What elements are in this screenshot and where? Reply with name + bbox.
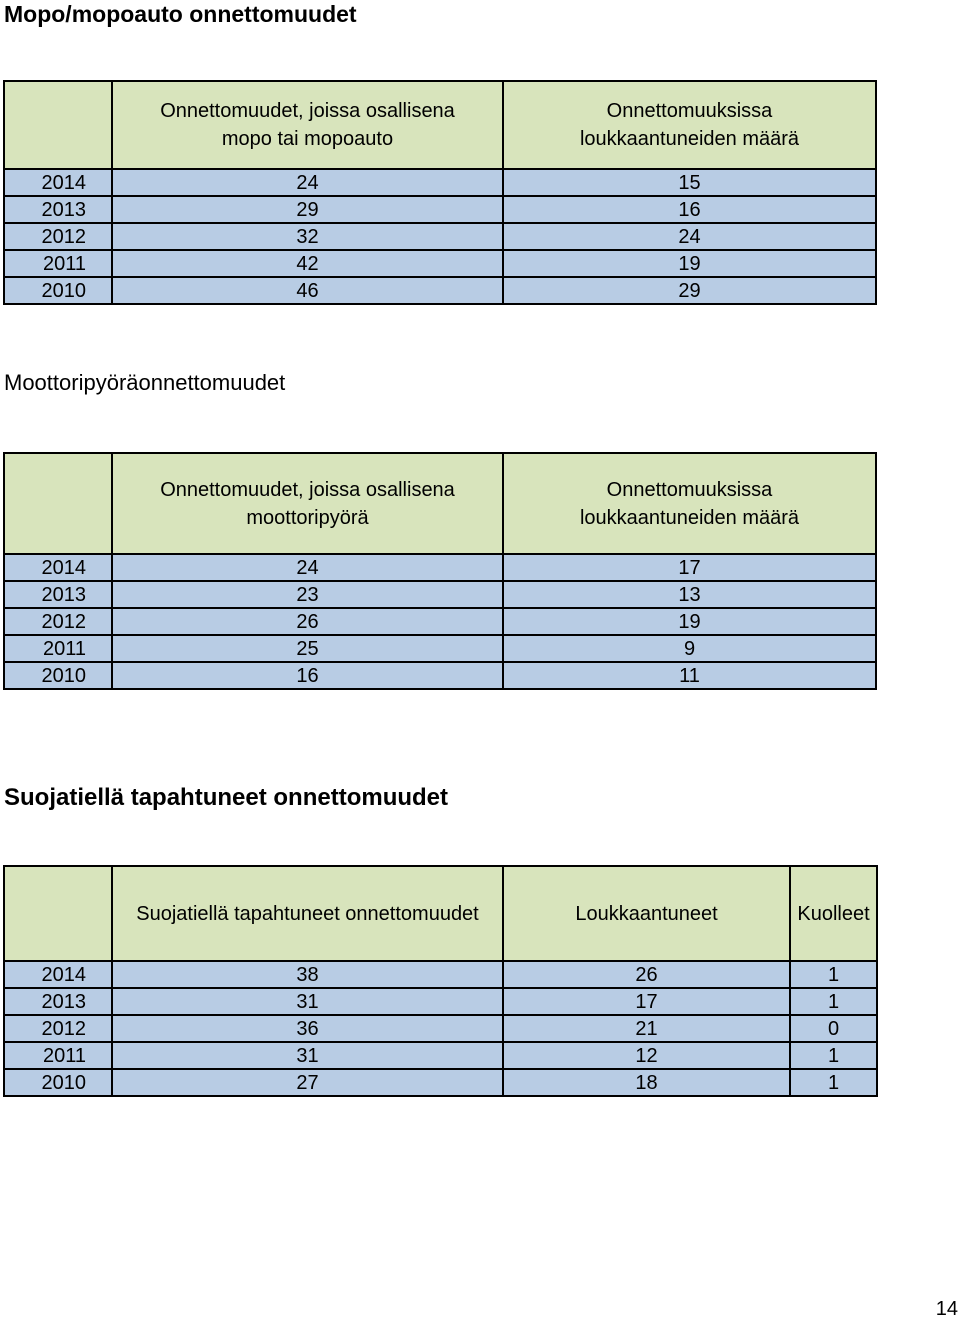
year-cell: 2011 (4, 1042, 112, 1069)
table-row (4, 635, 876, 662)
table-row (4, 1015, 877, 1042)
header-injured-count: Onnettomuuksissa loukkaantuneiden määrä (503, 81, 876, 169)
value-cell: 9 (503, 635, 876, 662)
value-cell: 26 (112, 608, 503, 635)
year-cell: 2012 (4, 223, 112, 250)
year-cell: 2010 (4, 277, 112, 304)
table-row (4, 608, 876, 635)
year-cell: 2013 (4, 196, 112, 223)
value-cell: 36 (112, 1015, 503, 1042)
value-cell: 31 (112, 988, 503, 1015)
value-cell: 19 (503, 250, 876, 277)
header-empty-cell (4, 453, 112, 554)
table-header-row (4, 81, 876, 169)
year-cell: 2011 (4, 635, 112, 662)
value-cell: 29 (503, 277, 876, 304)
table-row (4, 961, 877, 988)
table-row (4, 169, 876, 196)
header-deaths: Kuolleet (790, 866, 877, 961)
value-cell: 46 (112, 277, 503, 304)
section-title-motorcycle: Moottoripyöräonnettomuudet (4, 370, 286, 395)
year-cell: 2010 (4, 1069, 112, 1096)
year-cell: 2012 (4, 608, 112, 635)
year-cell: 2014 (4, 169, 112, 196)
value-cell: 18 (503, 1069, 790, 1096)
value-cell: 27 (112, 1069, 503, 1096)
table-crosswalk (3, 865, 878, 1097)
value-cell: 38 (112, 961, 503, 988)
value-cell: 19 (503, 608, 876, 635)
value-cell: 17 (503, 554, 876, 581)
value-cell: 17 (503, 988, 790, 1015)
table-row (4, 277, 876, 304)
page-number: 14 (935, 1298, 958, 1320)
table-header-row (4, 866, 877, 961)
value-cell: 24 (112, 169, 503, 196)
section-title-crosswalk: Suojatiellä tapahtuneet onnettomuudet (4, 784, 449, 811)
value-cell: 15 (503, 169, 876, 196)
header-accidents-motorcycle: Onnettomuudet, joissa osallisena moottoripyörä (112, 453, 503, 554)
header-crosswalk-accidents: Suojatiellä tapahtuneet onnettomuudet (112, 866, 503, 961)
year-cell: 2014 (4, 554, 112, 581)
table-row (4, 1042, 877, 1069)
section-title-mopo: Mopo/mopoauto onnettomuudet (4, 1, 357, 27)
value-cell: 1 (790, 961, 877, 988)
table-row (4, 196, 876, 223)
value-cell: 42 (112, 250, 503, 277)
value-cell: 12 (503, 1042, 790, 1069)
header-empty-cell (4, 866, 112, 961)
year-cell: 2010 (4, 662, 112, 689)
table-header-row (4, 453, 876, 554)
year-cell: 2014 (4, 961, 112, 988)
value-cell: 21 (503, 1015, 790, 1042)
value-cell: 13 (503, 581, 876, 608)
year-cell: 2013 (4, 581, 112, 608)
table-row (4, 554, 876, 581)
value-cell: 1 (790, 1042, 877, 1069)
table-mopo (3, 80, 877, 305)
year-cell: 2013 (4, 988, 112, 1015)
header-injured: Loukkaantuneet (503, 866, 790, 961)
value-cell: 26 (503, 961, 790, 988)
table-row (4, 988, 877, 1015)
value-cell: 25 (112, 635, 503, 662)
value-cell: 23 (112, 581, 503, 608)
value-cell: 24 (112, 554, 503, 581)
table-row (4, 250, 876, 277)
value-cell: 1 (790, 988, 877, 1015)
table-motorcycle (3, 452, 877, 690)
value-cell: 31 (112, 1042, 503, 1069)
table-row (4, 1069, 877, 1096)
year-cell: 2012 (4, 1015, 112, 1042)
header-injured-count: Onnettomuuksissa loukkaantuneiden määrä (503, 453, 876, 554)
table-row (4, 581, 876, 608)
value-cell: 32 (112, 223, 503, 250)
header-empty-cell (4, 81, 112, 169)
table-row (4, 223, 876, 250)
value-cell: 11 (503, 662, 876, 689)
table-row (4, 662, 876, 689)
value-cell: 1 (790, 1069, 877, 1096)
header-accidents-mopo: Onnettomuudet, joissa osallisena mopo tai mopoauto (112, 81, 503, 169)
value-cell: 16 (112, 662, 503, 689)
value-cell: 0 (790, 1015, 877, 1042)
value-cell: 29 (112, 196, 503, 223)
value-cell: 24 (503, 223, 876, 250)
value-cell: 16 (503, 196, 876, 223)
year-cell: 2011 (4, 250, 112, 277)
